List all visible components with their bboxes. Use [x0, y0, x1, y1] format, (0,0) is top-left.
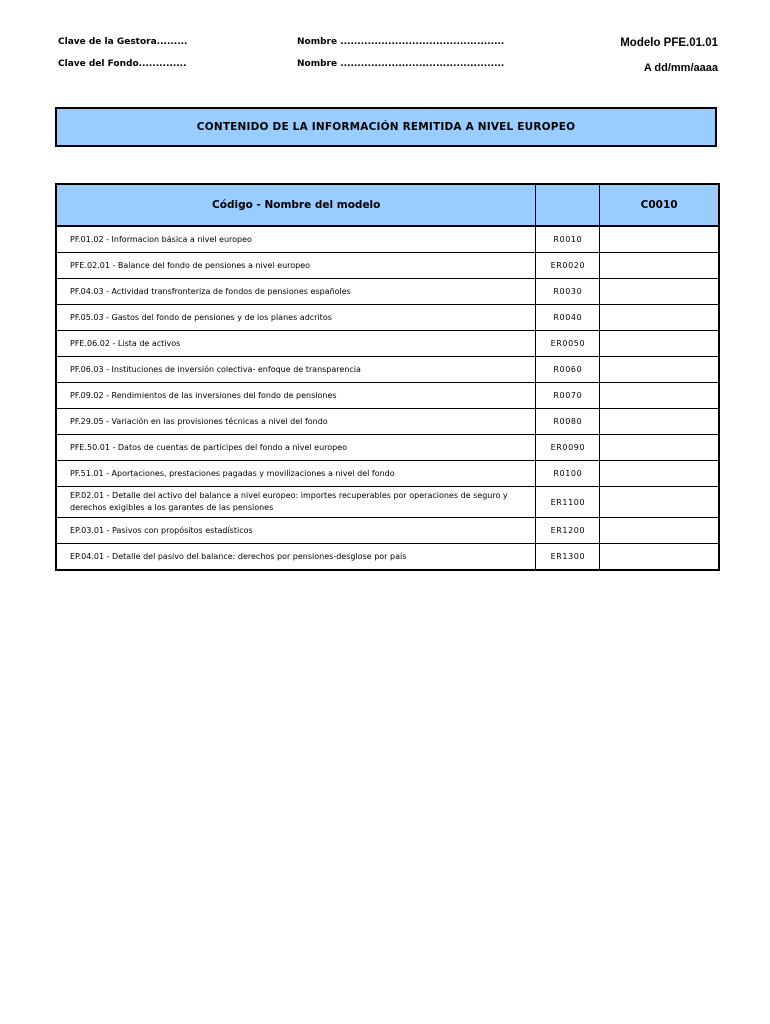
value-cell[interactable]: [600, 305, 719, 331]
row-code-cell: R0100: [536, 461, 600, 487]
section-banner: CONTENIDO DE LA INFORMACIÓN REMITIDA A NIVEL EUROPEO: [55, 107, 717, 147]
code-column-header: [536, 184, 600, 226]
table-row: [56, 305, 719, 331]
clave-gestora-label: Clave de la Gestora.........: [58, 37, 188, 47]
value-cell[interactable]: [600, 487, 719, 518]
row-code-cell: ER1300: [536, 544, 600, 571]
model-name-cell: EP.02.01 - Detalle del activo del balance a nivel europeo: importes recuperables por operaciones de seguro y derechos exigibles a los garantes de las pensiones: [56, 487, 536, 518]
table-row: [56, 331, 719, 357]
table-row: [56, 279, 719, 305]
row-code-cell: R0030: [536, 279, 600, 305]
modelo-title: Modelo PFE.01.01: [620, 37, 718, 49]
table-row: [56, 461, 719, 487]
nombre-fondo-label: Nombre ................................................: [297, 59, 505, 69]
row-code-cell: ER1100: [536, 487, 600, 518]
model-name-cell: PF.29.05 - Variación en las provisiones técnicas a nivel del fondo: [56, 409, 536, 435]
model-name-cell: PF.05.03 - Gastos del fondo de pensiones y de los planes adcritos: [56, 305, 536, 331]
value-cell[interactable]: [600, 331, 719, 357]
model-name-cell: PF.06.03 - Instituciones de inversión colectiva- enfoque de transparencia: [56, 357, 536, 383]
value-cell[interactable]: [600, 279, 719, 305]
value-cell[interactable]: [600, 253, 719, 279]
value-cell[interactable]: [600, 435, 719, 461]
model-name-cell: EP.03.01 - Pasivos con propósitos estadísticos: [56, 518, 536, 544]
nombre-gestora-label: Nombre ................................................: [297, 37, 505, 47]
table-row: [56, 253, 719, 279]
table-header-row: [56, 184, 719, 226]
value-cell[interactable]: [600, 409, 719, 435]
model-name-cell: EP.04.01 - Detalle del pasivo del balance: derechos por pensiones-desglose por país: [56, 544, 536, 571]
row-code-cell: R0010: [536, 226, 600, 253]
model-name-cell: PF.51.01 - Aportaciones, prestaciones pagadas y movilizaciones a nivel del fondo: [56, 461, 536, 487]
row-code-cell: R0080: [536, 409, 600, 435]
value-cell[interactable]: [600, 226, 719, 253]
table-row: [56, 226, 719, 253]
model-name-cell: PFE.06.02 - Lista de activos: [56, 331, 536, 357]
table-row: [56, 383, 719, 409]
fecha-label: A dd/mm/aaaa: [643, 62, 718, 74]
table-row: [56, 487, 719, 518]
name-column-header: Código - Nombre del modelo: [56, 184, 536, 226]
model-name-cell: PFE.50.01 - Datos de cuentas de partícipes del fondo a nivel europeo: [56, 435, 536, 461]
row-code-cell: R0060: [536, 357, 600, 383]
value-column-header: C0010: [600, 184, 719, 226]
row-code-cell: ER0090: [536, 435, 600, 461]
table-row: [56, 409, 719, 435]
table-row: [56, 357, 719, 383]
value-cell[interactable]: [600, 357, 719, 383]
value-cell[interactable]: [600, 461, 719, 487]
row-code-cell: R0040: [536, 305, 600, 331]
table-row: [56, 435, 719, 461]
model-name-cell: PFE.02.01 - Balance del fondo de pensiones a nivel europeo: [56, 253, 536, 279]
model-name-cell: PF.04.03 - Actividad transfronteriza de fondos de pensiones españoles: [56, 279, 536, 305]
row-code-cell: R0070: [536, 383, 600, 409]
table-row: [56, 544, 719, 571]
table-body: [56, 226, 719, 570]
value-cell[interactable]: [600, 518, 719, 544]
row-code-cell: ER1200: [536, 518, 600, 544]
value-cell[interactable]: [600, 544, 719, 571]
model-name-cell: PF.09.02 - Rendimientos de las inversiones del fondo de pensiones: [56, 383, 536, 409]
table-row: [56, 518, 719, 544]
value-cell[interactable]: [600, 383, 719, 409]
row-code-cell: ER0050: [536, 331, 600, 357]
row-code-cell: ER0020: [536, 253, 600, 279]
clave-fondo-label: Clave del Fondo..............: [58, 59, 187, 69]
model-name-cell: PF.01.02 - Informacion básica a nivel europeo: [56, 226, 536, 253]
models-table: [55, 183, 720, 571]
